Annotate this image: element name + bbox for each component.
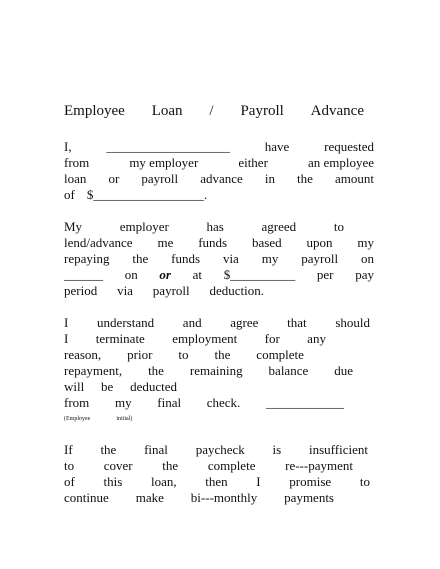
text-word: that [287,315,307,330]
text-word: final [144,442,168,457]
text-word: funds [198,235,228,250]
text-word: per [316,267,334,282]
text-word: this [103,474,123,489]
text-word: of [64,474,75,489]
text-word: deducted [130,379,177,394]
text-word: to [178,347,189,362]
text-word: pay [355,267,374,282]
text-word: via [222,251,239,266]
text-word: lend/advance [64,235,133,250]
text-word: an employee [307,155,374,170]
text-word: advance [200,171,243,186]
text-word: then [205,474,228,489]
text-word: payments [284,490,334,505]
text-word: funds [171,251,201,266]
text-word: to [333,219,344,234]
text-word: has [206,219,224,234]
text-word: due [334,363,353,378]
text-word: either [238,155,268,170]
text-word: complete [256,347,304,362]
text-word: I [256,474,261,489]
text-word: any [307,331,326,346]
title-word: Payroll [240,103,284,119]
paragraph-2-line-3 [64,251,374,267]
text-word: is [272,442,282,457]
text-word: and [182,315,202,330]
text-word: have [264,139,290,154]
employee-initial-label: (Employee [64,416,91,422]
text-word: the [297,171,313,186]
initial-blank: ____________ [265,395,344,410]
paragraph-3-line-4 [64,363,353,379]
paragraph-2-line-2 [64,235,374,251]
text-word: understand [97,315,155,330]
text-word: cover [103,458,133,473]
text-word: agreed [261,219,297,234]
text-word: deduction. [209,283,264,298]
text-word: period [64,283,98,298]
text-word: requested [324,139,374,154]
text-word: the [162,458,179,473]
date-blank: ______ [64,267,103,282]
paragraph-3-line-2 [64,331,326,347]
text-word: on [124,267,138,282]
text-word: in [264,171,275,186]
paragraph-1-line-4 [64,187,374,203]
text-word: make [135,490,164,505]
text-word: be [101,379,114,394]
text-word: paycheck [195,442,245,457]
text-word: bi---monthly [190,490,258,505]
text-word: prior [127,347,153,362]
employee-initial-label: initial) [116,416,133,422]
text-word: employment [172,331,238,346]
text-word: from [64,395,90,410]
text-word: I [64,331,69,346]
paragraph-4-line-2 [64,458,353,474]
text-word: via [117,283,133,298]
text-word: or [159,267,171,282]
text-word: from [64,155,90,170]
text-word: promise [289,474,332,489]
text-word: balance [268,363,309,378]
paragraph-3-line-3 [64,347,304,363]
text-word: I, [64,139,72,154]
text-word: the [132,251,149,266]
title-word: / [209,103,214,119]
text-word: agree [230,315,259,330]
text-word: upon [306,235,333,250]
text-word: the [100,442,117,457]
text-word: or [108,171,120,186]
text-word: loan [64,171,87,186]
text-word: repaying [64,251,110,266]
title-word: Loan [151,103,183,119]
text-word: re---payment [285,458,353,473]
text-word: payroll [152,283,190,298]
text-word: payroll [141,171,179,186]
text-word: amount [334,171,374,186]
title-word: Advance [310,103,364,119]
paragraph-1-line-2 [64,155,374,171]
text-word: on [360,251,374,266]
text-word: based [251,235,282,250]
text-word: I [64,315,69,330]
paragraph-4-line-3 [64,474,370,490]
text-word: repayment, [64,363,123,378]
text-word: at [192,267,203,282]
text-word: my [357,235,374,250]
text-word: of [64,187,75,202]
text-word: reason, [64,347,102,362]
text-word: employer [119,219,169,234]
paragraph-1-line-3 [64,171,374,187]
paragraph-4-line-1 [64,442,368,458]
text-word: for [264,331,280,346]
text-word: loan, [150,474,177,489]
text-word: should [335,315,370,330]
text-word: me [157,235,174,250]
text-word: check. [206,395,241,410]
name-blank: ___________________ [106,139,230,154]
paragraph-2-line-4 [64,267,374,283]
paragraph-2-line-1 [64,219,374,235]
text-word: the [214,347,231,362]
amount-blank: $_________________. [86,187,208,202]
paragraph-3-line-5 [64,379,177,395]
text-word: If [64,442,73,457]
text-word: my [261,251,279,266]
paragraph-2-line-5 [64,283,264,299]
text-word: to [359,474,370,489]
text-word: to [64,458,75,473]
paragraph-3-line-7 [64,414,374,424]
text-word: the [148,363,164,378]
text-word: terminate [95,331,145,346]
text-word: remaining [189,363,243,378]
text-word: payroll [301,251,339,266]
title-word: Employee [64,103,125,119]
payment-blank: $__________ [223,267,296,282]
text-word: my employer [129,155,199,170]
text-word: insufficient [308,442,368,457]
text-word: continue [64,490,109,505]
text-word: my [114,395,132,410]
text-word: complete [207,458,256,473]
paragraph-1-line-1 [64,139,374,155]
paragraph-4-line-4 [64,490,334,506]
page-title [64,103,364,120]
text-word: final [157,395,182,410]
text-word: will [64,379,85,394]
paragraph-3-line-6 [64,395,344,411]
text-word: My [64,219,83,234]
paragraph-3-line-1 [64,315,370,331]
